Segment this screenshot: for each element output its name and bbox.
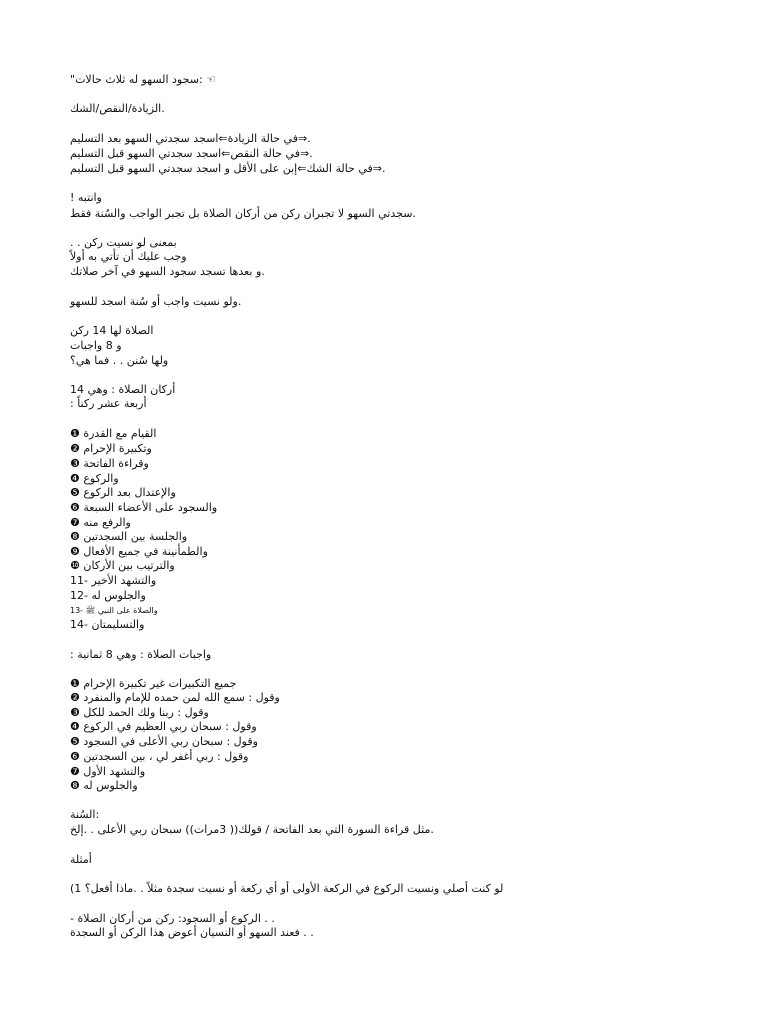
text-line: ! وانتبه bbox=[70, 191, 102, 204]
list-item: ❻ وقول : ربي أغفر لي ، بين السجدتين bbox=[70, 750, 249, 763]
list-item: ❽ والجلوس له bbox=[70, 779, 138, 792]
text-line: الصلاة لها 14 ركن bbox=[70, 324, 154, 337]
list-item: ❹ وقول : سبحان ربي العظيم في الركوع bbox=[70, 720, 257, 733]
text-line: . . بمعنى لو نسيت ركن bbox=[70, 236, 177, 249]
list-item: ❸ وقول : ربنا ولك الحمد للكل bbox=[70, 706, 209, 719]
list-item: ❸ وقراءة الفاتحة bbox=[70, 457, 149, 470]
text-line: : أربعة عشر ركناً bbox=[70, 397, 147, 410]
list-item: ❷ وتكبيرة الإحرام bbox=[70, 442, 152, 455]
text-line: أمثلة bbox=[70, 853, 92, 866]
text-line: مثل قراءة السورة التي بعد الفاتحة / قولك(( 3مرات)) سبحان ربي الأعلى . .إلخ. bbox=[70, 823, 434, 836]
list-item: 12- والجلوس له bbox=[70, 589, 146, 602]
text-line: وجب عليك أن تأتي به أولاً bbox=[70, 250, 187, 263]
list-item: 14- والتسليمتان bbox=[70, 618, 145, 631]
list-item: 13- والصلاة على النبي ﷺ bbox=[70, 606, 158, 615]
text-line: سجدتي السهو لا تجبران ركن من أركان الصلاة بل تجبر الواجب والسُنة فقط. bbox=[70, 207, 416, 220]
list-item: ❼ والرفع منه bbox=[70, 516, 131, 529]
list-item: ❽ والجلسة بين السجدتين bbox=[70, 530, 188, 543]
text-line: (1 لو كنت أصلي ونسيت الركوع في الركعة الأولى أو أي ركعة أو نسيت سجدة مثلاً . .ماذا أفعل؟ bbox=[70, 882, 504, 895]
list-item: ❶ جميع التكبيرات غير تكبيرة الإحرام bbox=[70, 677, 237, 690]
list-item: ❻ والسجود على الأعضاء السبعة bbox=[70, 501, 218, 514]
list-item: ❿ والترتيب بين الأركان bbox=[70, 559, 175, 572]
list-item: ❺ وقول : سبحان ربي الأعلى في السجود bbox=[70, 735, 258, 748]
list-item: ❾ والطمأنينة في جميع الأفعال bbox=[70, 545, 208, 558]
text-line: فعند السهو أو النسيان أعوض هذا الركن أو السجدة . . bbox=[70, 926, 314, 939]
list-item: ❶ القيام مع القدرة bbox=[70, 427, 157, 440]
list-item: ❼ والتشهد الأول bbox=[70, 765, 146, 778]
list-item: ❷ وقول : سمع الله لمن حمده للإمام والمنفرد bbox=[70, 691, 280, 704]
list-item: ❺ والإعتدال بعد الركوع bbox=[70, 486, 176, 499]
text-line: السُنة: bbox=[70, 808, 100, 821]
text-line: في حالة الزيادة⇐اسجد سجدتي السهو بعد التسليم⇒. bbox=[70, 132, 311, 145]
text-line: أركان الصلاة : وهي 14 bbox=[70, 383, 176, 396]
list-item: ❹ والركوع bbox=[70, 472, 119, 485]
text-line: ولها سُنن . . فما هي؟ bbox=[70, 354, 169, 367]
text-line: - الركوع أو السجود: ركن من أركان الصلاة . . bbox=[70, 912, 275, 925]
text-line: و 8 واجبات bbox=[70, 339, 122, 352]
heading-line: "سجود السهو له ثلاث حالات: ☜ bbox=[70, 73, 217, 86]
text-line: ولو نسيت واجب أو سُنة اسجد للسهو. bbox=[70, 295, 242, 308]
text-line: : واجبات الصلاة : وهي 8 ثمانية bbox=[70, 648, 212, 661]
text-line: في حالة النقص⇐اسجد سجدتي السهو قبل التسليم⇒. bbox=[70, 147, 313, 160]
text-line: الزيادة/النقص/الشك. bbox=[70, 102, 165, 115]
list-item: 11- والتشهد الأخير bbox=[70, 574, 157, 587]
text-line: في حالة الشك⇐إبن على الأقل و اسجد سجدتي السهو قبل التسليم⇒. bbox=[70, 162, 386, 175]
text-line: و بعدها تسجد سجود السهو في آخر صلاتك. bbox=[70, 265, 265, 278]
